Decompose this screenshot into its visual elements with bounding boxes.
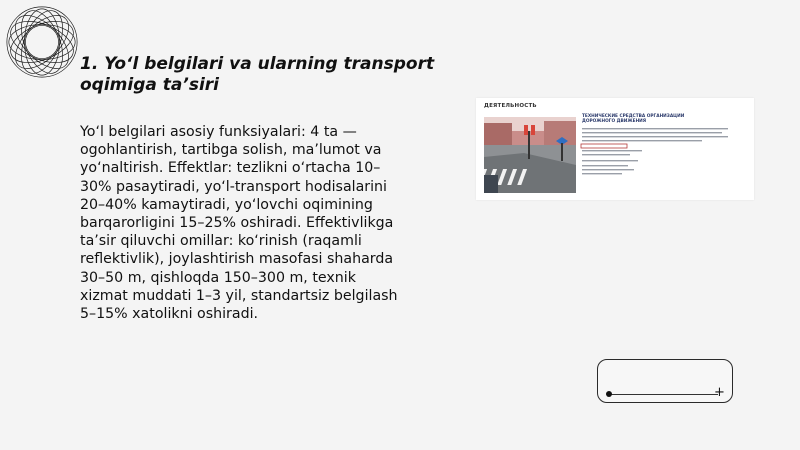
slide-body-text: Yo‘l belgilari asosiy funksiyalari: 4 ta — ogohlantirish, tartibga solish, ma’lumot va yo‘naltirish. Effektlar: tezlikni o‘rtacha 10–30% pasaytiradi, yo‘l-transport hodisalarini 20–40% kamaytiradi, yo‘lovchi oqimining barqarorligini 15–25% oshiradi. Effektivlikga ta’sir qiluvchi omillar: ko‘rinish (raqamli reflektivlik), joylashtirish masofasi shaharda 30–50 m, qishloqda 150–300 m, texnik xizmat muddati 1–3 yil, standartsiz belgilash 5–15% xatolikni oshiradi. [80,124,398,323]
thumbnail-text-lines [580,126,730,188]
slide-title: 1. Yo‘l belgilari va ularning transport oqimiga ta’siri [80,54,435,95]
media-control-panel[interactable] [597,359,733,403]
road-signs-screenshot-image [476,98,754,200]
slider-track[interactable] [610,394,718,395]
thumbnail-header: ДЕЯТЕЛЬНОСТЬ [484,103,537,109]
road-crossing-photo [484,117,576,193]
thumbnail-subtitle: ТЕХНИЧЕСКИЕ СРЕДСТВА ОРГАНИЗАЦИИ ДОРОЖНОГО ДВИЖЕНИЯ [582,114,685,124]
slider-handle-icon[interactable] [606,391,612,397]
plus-icon[interactable]: + [714,385,725,400]
spirograph-logo-icon [3,3,81,81]
